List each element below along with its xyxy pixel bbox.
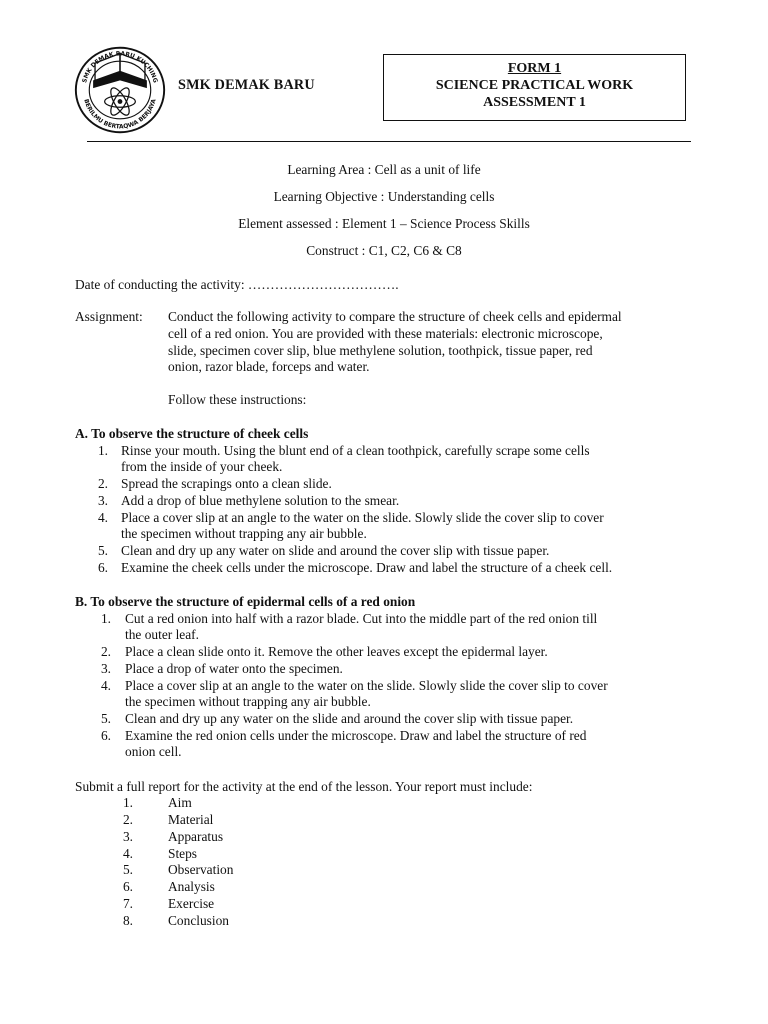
step-text: from the inside of your cheek. <box>121 459 283 474</box>
logo-motto-bottom: BERILMU BERTAQWA BERJAYA <box>82 98 158 131</box>
report-item: Apparatus <box>168 829 224 844</box>
report-item-number: 5. <box>122 862 133 877</box>
step-number: 5. <box>97 543 108 558</box>
section-b-heading: B. To observe the structure of epidermal cells of a red onion <box>75 594 416 609</box>
step-text: the specimen without trapping any air bubble. <box>125 694 371 709</box>
construct: Construct : C1, C2, C6 & C8 <box>306 243 462 258</box>
report-item-number: 4. <box>122 846 133 861</box>
assignment-line: onion, razor blade, forceps and water. <box>168 359 370 374</box>
element-assessed: Element assessed : Element 1 – Science Process Skills <box>238 216 530 231</box>
report-item: Aim <box>168 795 192 810</box>
report-item-number: 6. <box>122 879 133 894</box>
step-number: 3. <box>97 493 108 508</box>
step-text: Examine the cheek cells under the microscope. Draw and label the structure of a cheek cell. <box>121 560 613 575</box>
report-item: Exercise <box>168 896 215 911</box>
step-number: 2. <box>97 476 108 491</box>
step-text: Add a drop of blue methylene solution to the smear. <box>121 493 400 508</box>
step-text: onion cell. <box>125 744 182 759</box>
report-item: Material <box>168 812 214 827</box>
step-number: 6. <box>97 560 108 575</box>
step-number: 1. <box>97 443 108 458</box>
assignment-line: Conduct the following activity to compare the structure of cheek cells and epidermal <box>168 309 622 324</box>
report-item: Steps <box>168 846 198 861</box>
step-number: 4. <box>100 678 111 693</box>
assignment-line: slide, specimen cover slip, blue methylene solution, toothpick, tissue paper, red <box>168 343 593 358</box>
document-title: SCIENCE PRACTICAL WORK <box>435 78 634 93</box>
report-item: Observation <box>168 862 234 877</box>
step-text: Place a cover slip at an angle to the water on the slide. Slowly slide the cover slip to cover <box>125 678 608 693</box>
step-text: Spread the scrapings onto a clean slide. <box>121 476 332 491</box>
report-intro: Submit a full report for the activity at the end of the lesson. Your report must include: <box>75 779 533 794</box>
school-name: SMK DEMAK BARU <box>178 77 315 93</box>
learning-area: Learning Area : Cell as a unit of life <box>287 162 481 177</box>
step-text: Place a clean slide onto it. Remove the other leaves except the epidermal layer. <box>125 644 548 659</box>
report-item-number: 7. <box>122 896 133 911</box>
step-number: 1. <box>100 611 111 626</box>
step-number: 3. <box>100 661 111 676</box>
school-logo <box>72 42 168 138</box>
step-text: the outer leaf. <box>125 627 199 642</box>
step-text: Place a drop of water onto the specimen. <box>125 661 343 676</box>
logo-motto-top: SMK DEMAK BARU KUCHING <box>81 50 159 84</box>
date-line: Date of conducting the activity: ……………………………. <box>75 277 399 292</box>
learning-objective: Learning Objective : Understanding cells <box>273 189 495 204</box>
assessment-label: ASSESSMENT 1 <box>483 95 586 110</box>
section-a-heading: A. To observe the structure of cheek cells <box>75 426 309 441</box>
form-level: FORM 1 <box>507 61 562 76</box>
step-text: Clean and dry up any water on slide and around the cover slip with tissue paper. <box>121 543 550 558</box>
step-text: Cut a red onion into half with a razor blade. Cut into the middle part of the red onion till <box>125 611 598 626</box>
follow-instructions: Follow these instructions: <box>168 392 307 407</box>
report-item-number: 2. <box>122 812 133 827</box>
step-text: Rinse your mouth. Using the blunt end of a clean toothpick, carefully scrape some cells <box>121 443 590 458</box>
report-item: Conclusion <box>168 913 230 928</box>
title-box <box>383 54 686 121</box>
report-item-number: 1. <box>122 795 133 810</box>
step-number: 2. <box>100 644 111 659</box>
report-item-number: 8. <box>122 913 133 928</box>
report-item-number: 3. <box>122 829 133 844</box>
report-item: Analysis <box>168 879 215 894</box>
step-number: 4. <box>97 510 108 525</box>
assignment-label: Assignment: <box>75 309 143 324</box>
step-text: Examine the red onion cells under the microscope. Draw and label the structure of red <box>125 728 587 743</box>
step-number: 5. <box>100 711 111 726</box>
header-divider <box>87 141 691 142</box>
assignment-line: cell of a red onion. You are provided with these materials: electronic microscope, <box>168 326 603 341</box>
step-text: the specimen without trapping any air bubble. <box>121 526 367 541</box>
step-text: Clean and dry up any water on the slide and around the cover slip with tissue paper. <box>125 711 574 726</box>
step-text: Place a cover slip at an angle to the water on the slide. Slowly slide the cover slip to cover <box>121 510 604 525</box>
step-number: 6. <box>100 728 111 743</box>
